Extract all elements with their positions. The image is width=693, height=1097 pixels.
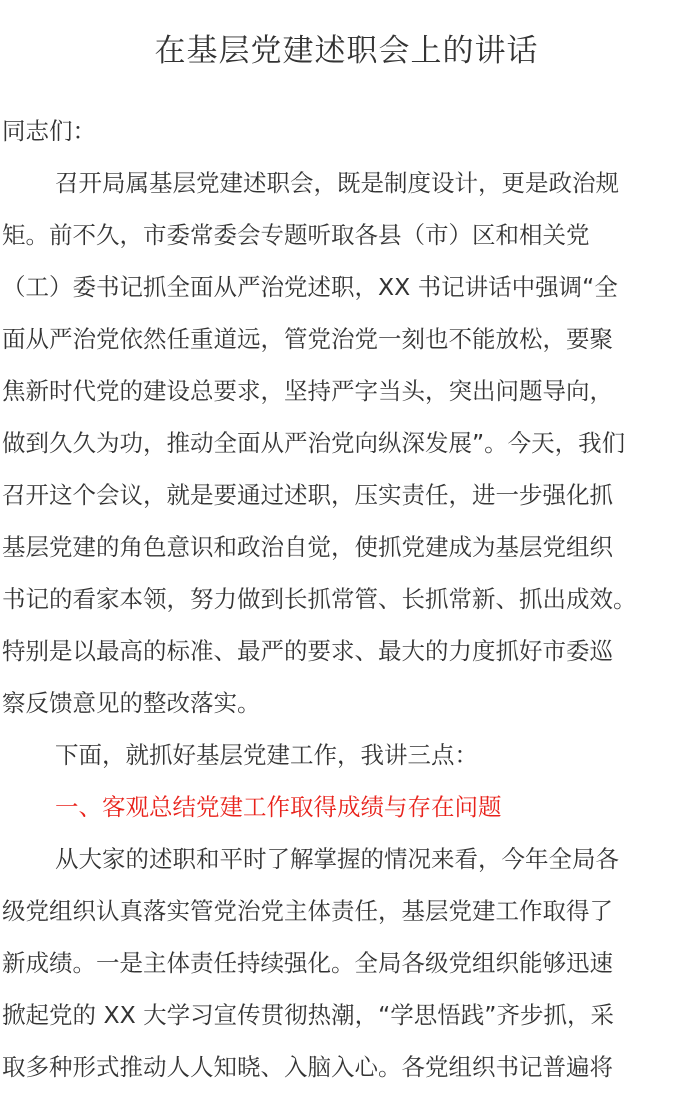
paragraph-line: 召开局属基层党建述职会，既是制度设计，更是政治规 [55, 169, 619, 197]
paragraph-line: 特别是以最高的标准、最严的要求、最大的力度抓好市委巡 [2, 637, 613, 665]
paragraph-line: 焦新时代党的建设总要求，坚持严字当头，突出问题导向， [2, 377, 613, 405]
section-heading: 一、客观总结党建工作取得成绩与存在问题 [55, 793, 502, 821]
paragraph-line: 新成绩。一是主体责任持续强化。全局各级党组织能够迅速 [2, 949, 613, 977]
paragraph-line: 掀起党的 XX 大学习宣传贯彻热潮，“学思悟践”齐步抓，采 [2, 1001, 614, 1029]
paragraph-line: 召开这个会议，就是要通过述职，压实责任，进一步强化抓 [2, 481, 613, 509]
paragraph-line: 级党组织认真落实管党治党主体责任，基层党建工作取得了 [2, 897, 613, 925]
paragraph-line: 从大家的述职和平时了解掌握的情况来看，今年全局各 [55, 845, 619, 873]
paragraph-line: 下面，就抓好基层党建工作，我讲三点： [55, 741, 478, 769]
paragraph-line: 取多种形式推动人人知晓、入脑入心。各党组织书记普遍将 [2, 1053, 613, 1081]
document-title: 在基层党建述职会上的讲话 [154, 33, 539, 69]
paragraph-line: 做到久久为功，推动全面从严治党向纵深发展”。今天，我们 [2, 429, 626, 457]
paragraph-line: 矩。前不久，市委常委会专题听取各县（市）区和相关党 [2, 221, 590, 249]
paragraph-line: 面从严治党依然任重道远，管党治党一刻也不能放松，要聚 [2, 325, 613, 353]
paragraph-line: 察反馈意见的整改落实。 [2, 689, 261, 717]
paragraph-line: 书记的看家本领，努力做到长抓常管、长抓常新、抓出成效。 [2, 585, 637, 613]
paragraph-line: （工）委书记抓全面从严治党述职，XX 书记讲话中强调“全 [2, 273, 618, 301]
paragraph-line: 基层党建的角色意识和政治自觉，使抓党建成为基层党组织 [2, 533, 613, 561]
salutation: 同志们： [2, 117, 96, 145]
